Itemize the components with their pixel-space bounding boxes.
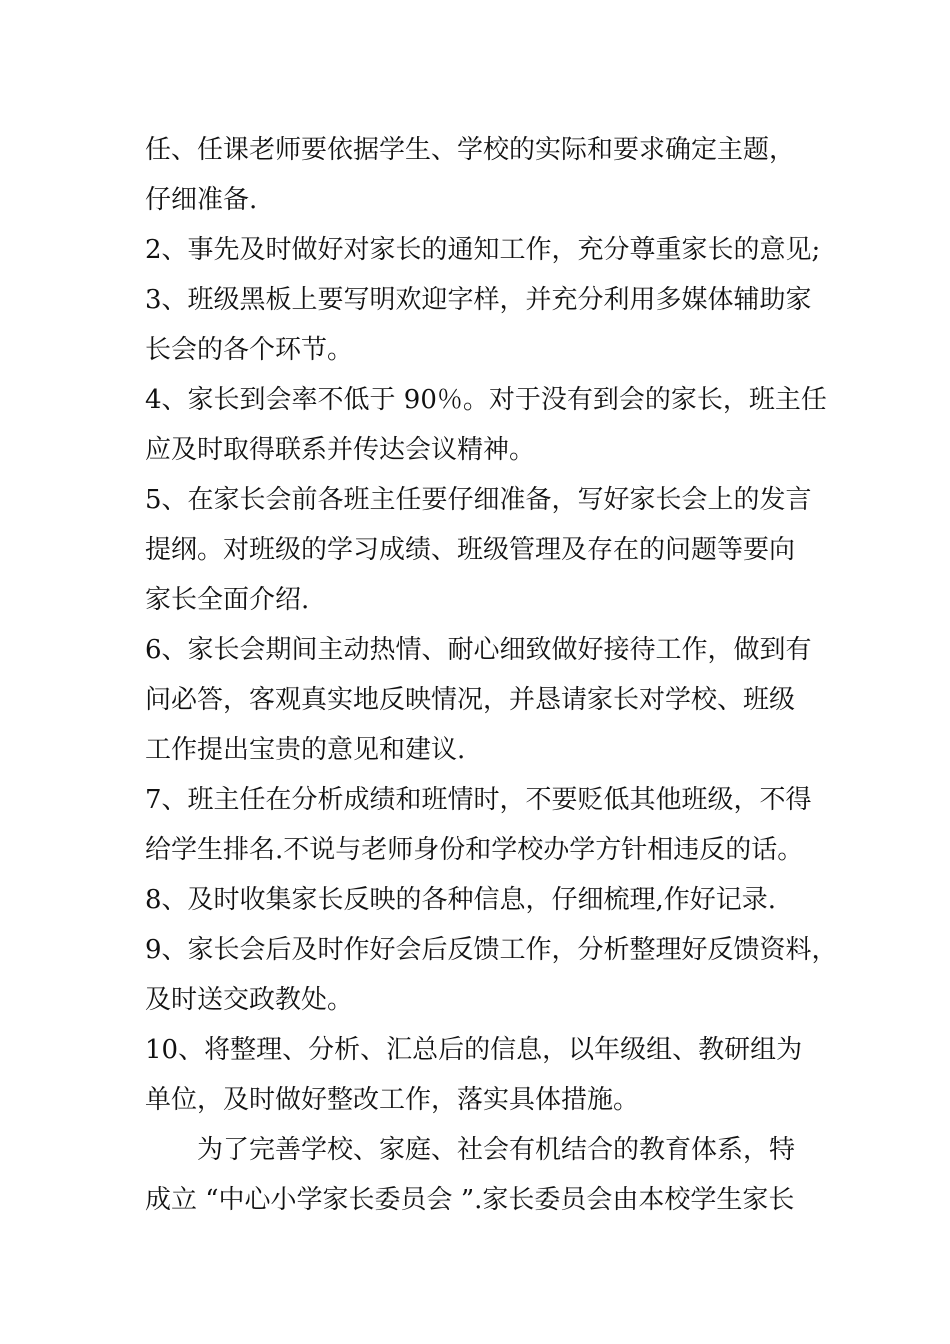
text-line: 问必答，客观真实地反映情况，并恳请家长对学校、班级 [145, 685, 796, 715]
text-line: 3、班级黑板上要写明欢迎字样，并充分利用多媒体辅助家 [145, 285, 812, 315]
text-line: 7、班主任在分析成绩和班情时，不要贬低其他班级，不得 [145, 785, 812, 815]
text-line: 8、及时收集家长反映的各种信息，仔细梳理,作好记录. [145, 885, 777, 915]
text-line: 2、事先及时做好对家长的通知工作，充分尊重家长的意见; [145, 235, 821, 265]
text-line: 6、家长会期间主动热情、耐心细致做好接待工作，做到有 [145, 635, 812, 665]
text-line: 10、将整理、分析、汇总后的信息，以年级组、教研组为 [145, 1035, 803, 1065]
text-line: 5、在家长会前各班主任要仔细准备，写好家长会上的发言 [145, 485, 812, 515]
text-line: 工作提出宝贵的意见和建议. [145, 735, 466, 765]
paragraph-first-line: 为了完善学校、家庭、社会有机结合的教育体系，特 [197, 1135, 796, 1165]
text-line: 仔细准备. [145, 185, 258, 215]
text-line: 给学生排名.不说与老师身份和学校办学方针相违反的话。 [145, 835, 804, 865]
text-line: 9、家长会后及时作好会后反馈工作，分析整理好反馈资料， [145, 935, 838, 965]
text-line: 单位，及时做好整改工作，落实具体措施。 [145, 1085, 640, 1115]
text-line: 任、任课老师要依据学生、学校的实际和要求确定主题， [145, 135, 796, 165]
text-line: 及时送交政教处。 [145, 985, 354, 1015]
text-line: 长会的各个环节。 [145, 335, 354, 365]
text-line: 应及时取得联系并传达会议精神。 [145, 435, 536, 465]
text-line: 家长全面介绍. [145, 585, 310, 615]
text-line: 提纲。对班级的学习成绩、班级管理及存在的问题等要向 [145, 535, 796, 565]
text-line: 成立 “中心小学家长委员会 ”.家长委员会由本校学生家长 [145, 1185, 795, 1215]
text-line: 4、家长到会率不低于 90％。对于没有到会的家长，班主任 [145, 385, 827, 415]
